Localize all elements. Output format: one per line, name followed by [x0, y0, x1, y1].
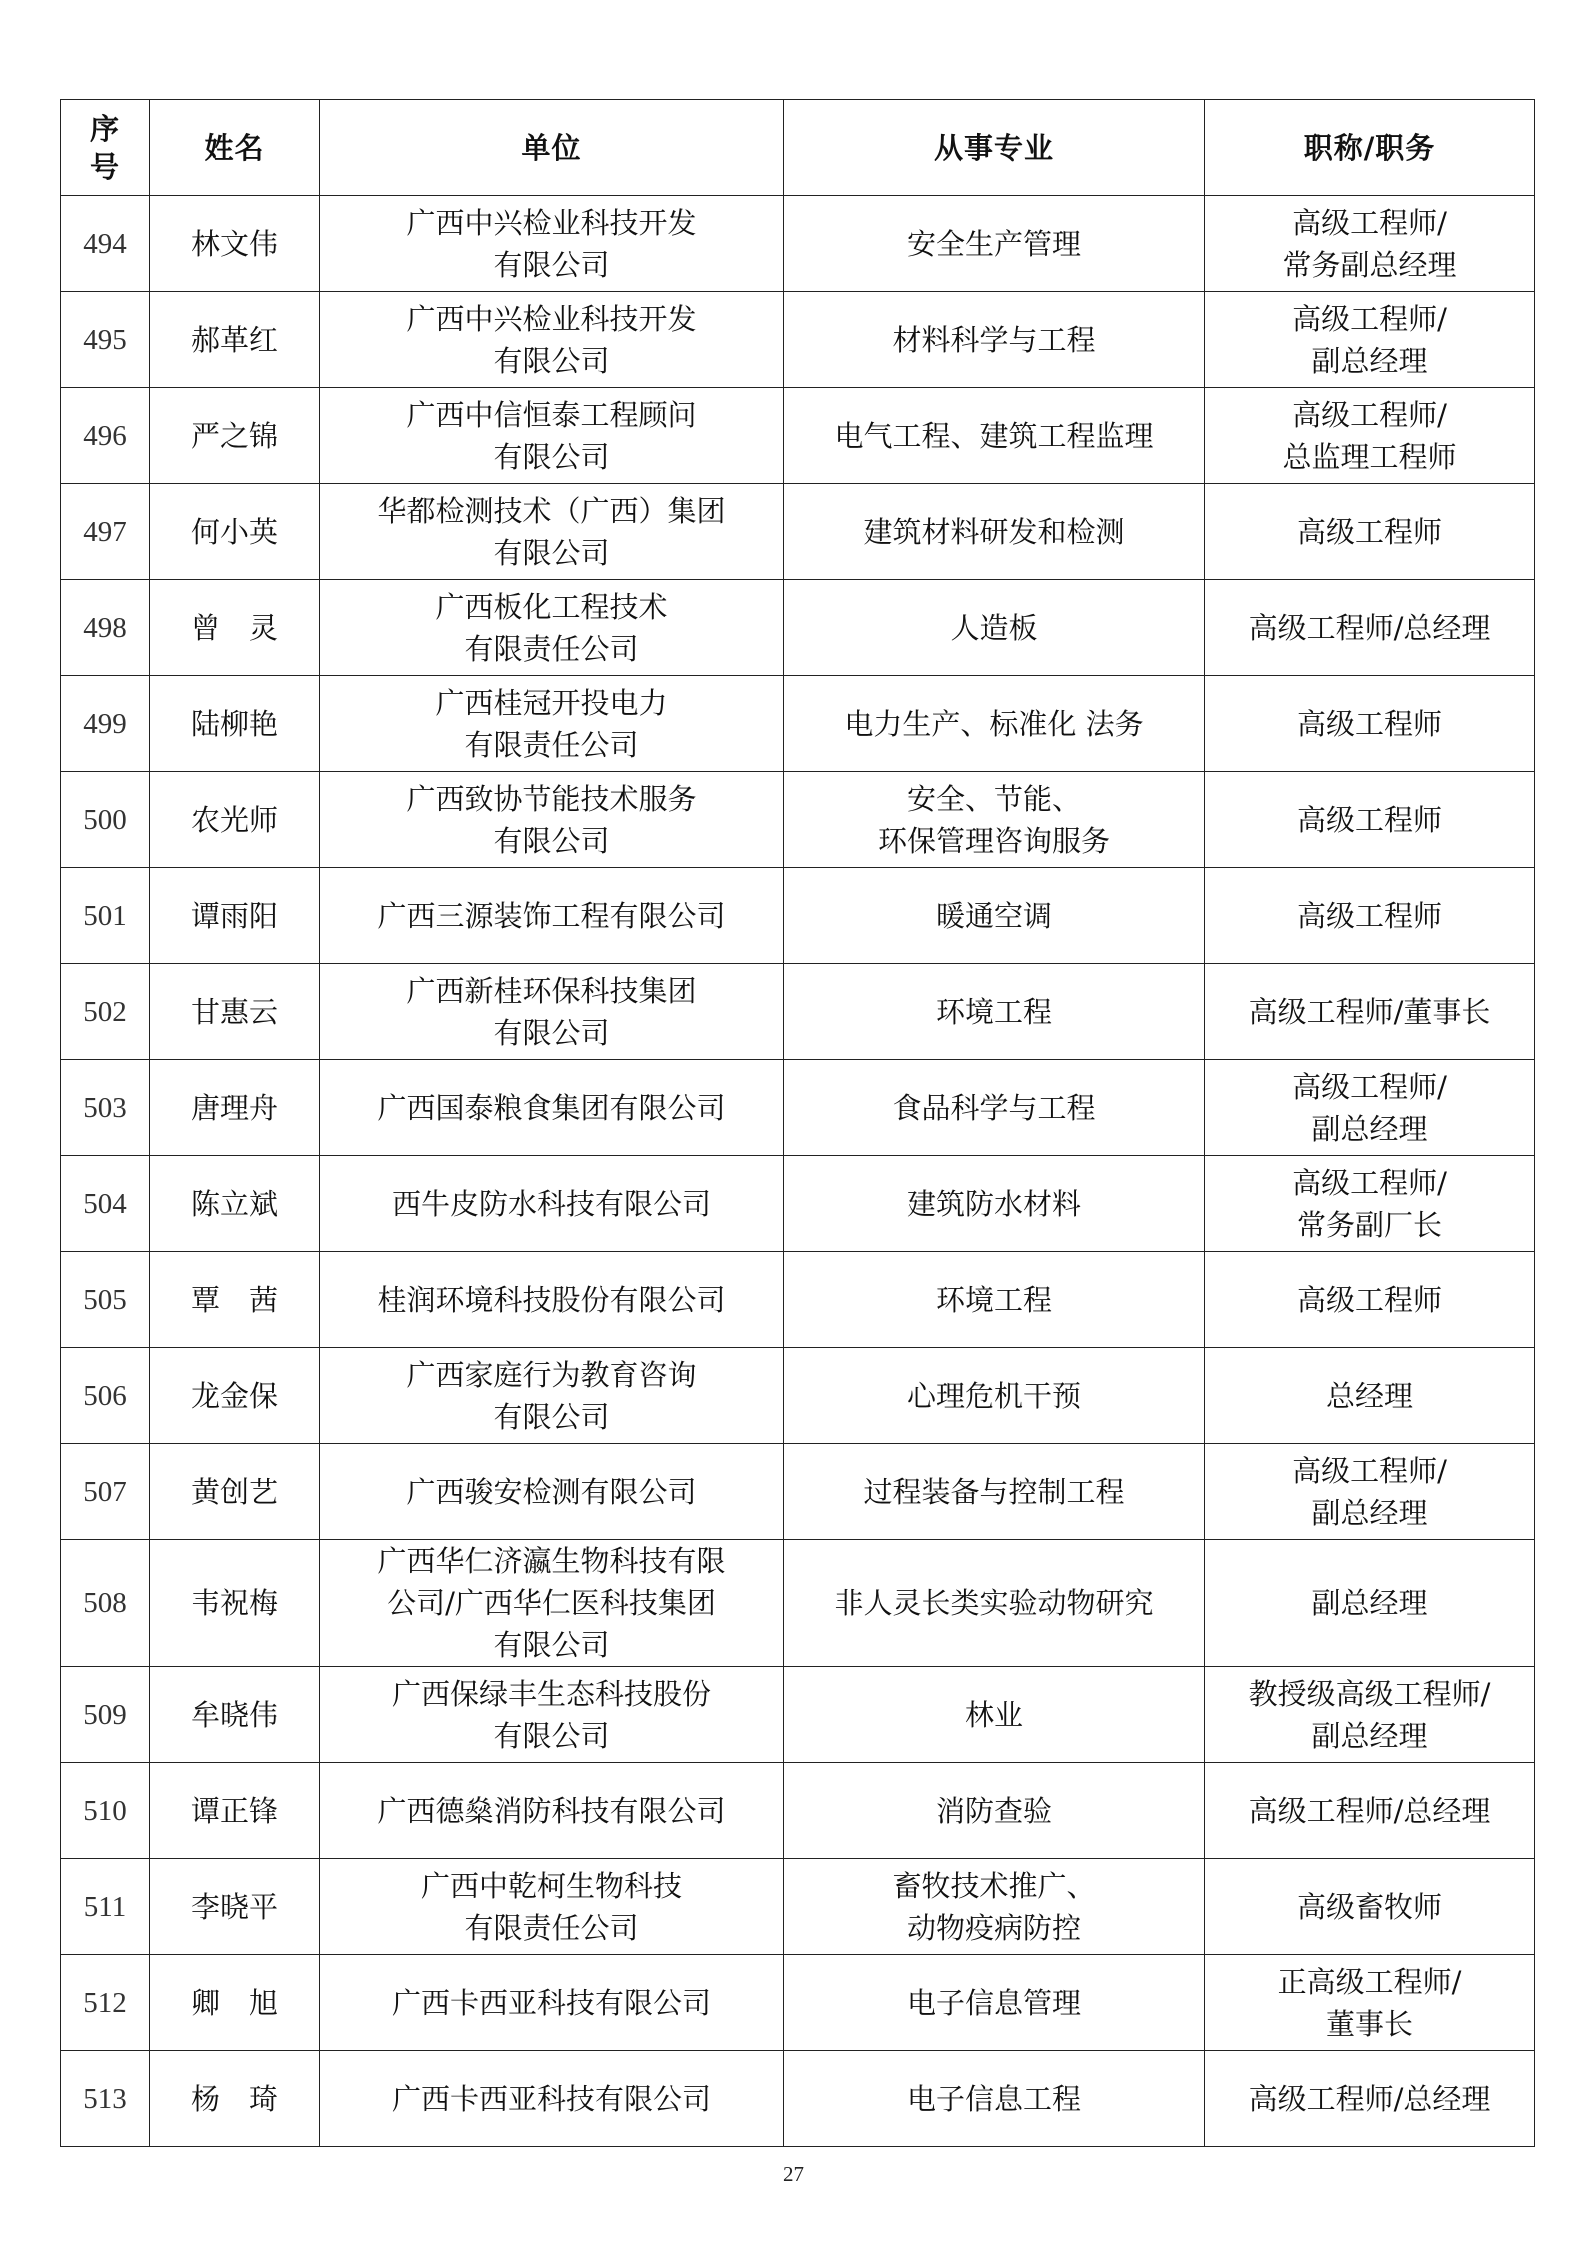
cell-specialty: 电子信息工程 — [784, 2051, 1205, 2147]
cell-title-position: 高级工程师 — [1205, 868, 1535, 964]
cell-title-position: 高级工程师/ 常务副总经理 — [1205, 196, 1535, 292]
cell-specialty: 食品科学与工程 — [784, 1060, 1205, 1156]
cell-title-position: 副总经理 — [1205, 1540, 1535, 1667]
cell-name: 牟晓伟 — [150, 1667, 320, 1763]
cell-serial-number: 511 — [61, 1859, 150, 1955]
cell-unit: 广西新桂环保科技集团 有限公司 — [320, 964, 784, 1060]
cell-unit: 广西家庭行为教育咨询 有限公司 — [320, 1348, 784, 1444]
cell-unit: 广西桂冠开投电力 有限责任公司 — [320, 676, 784, 772]
table-row — [61, 484, 1535, 580]
cell-unit: 广西德燊消防科技有限公司 — [320, 1763, 784, 1859]
cell-name: 龙金保 — [150, 1348, 320, 1444]
table-row — [61, 1444, 1535, 1540]
header-unit: 单位 — [320, 100, 784, 196]
table-row — [61, 772, 1535, 868]
cell-serial-number: 496 — [61, 388, 150, 484]
page-number: 27 — [783, 2162, 804, 2186]
cell-specialty: 心理危机干预 — [784, 1348, 1205, 1444]
cell-unit: 广西致协节能技术服务 有限公司 — [320, 772, 784, 868]
cell-serial-number: 512 — [61, 1955, 150, 2051]
cell-serial-number: 513 — [61, 2051, 150, 2147]
cell-serial-number: 505 — [61, 1252, 150, 1348]
cell-unit: 广西华仁济瀛生物科技有限 公司/广西华仁医科技集团 有限公司 — [320, 1540, 784, 1667]
cell-specialty: 安全、节能、 环保管理咨询服务 — [784, 772, 1205, 868]
cell-name: 李晓平 — [150, 1859, 320, 1955]
cell-title-position: 高级工程师 — [1205, 484, 1535, 580]
cell-unit: 华都检测技术（广西）集团 有限公司 — [320, 484, 784, 580]
table-row — [61, 868, 1535, 964]
cell-unit: 广西中兴检业科技开发 有限公司 — [320, 292, 784, 388]
roster-table — [60, 99, 1535, 2147]
cell-serial-number: 494 — [61, 196, 150, 292]
cell-title-position: 高级工程师/ 总监理工程师 — [1205, 388, 1535, 484]
cell-name: 林文伟 — [150, 196, 320, 292]
header-serial-number: 序 号 — [61, 100, 150, 196]
table-row — [61, 676, 1535, 772]
table-row — [61, 2051, 1535, 2147]
cell-unit: 广西保绿丰生态科技股份 有限公司 — [320, 1667, 784, 1763]
cell-specialty: 人造板 — [784, 580, 1205, 676]
cell-unit: 广西卡西亚科技有限公司 — [320, 2051, 784, 2147]
table-row — [61, 580, 1535, 676]
cell-serial-number: 495 — [61, 292, 150, 388]
cell-specialty: 消防查验 — [784, 1763, 1205, 1859]
cell-serial-number: 508 — [61, 1540, 150, 1667]
cell-unit: 广西国泰粮食集团有限公司 — [320, 1060, 784, 1156]
table-header — [61, 100, 1535, 196]
cell-specialty: 电子信息管理 — [784, 1955, 1205, 2051]
cell-serial-number: 504 — [61, 1156, 150, 1252]
cell-name: 曾 灵 — [150, 580, 320, 676]
cell-serial-number: 502 — [61, 964, 150, 1060]
cell-name: 农光师 — [150, 772, 320, 868]
cell-unit: 广西板化工程技术 有限责任公司 — [320, 580, 784, 676]
header-specialty: 从事专业 — [784, 100, 1205, 196]
cell-serial-number: 498 — [61, 580, 150, 676]
cell-name: 陆柳艳 — [150, 676, 320, 772]
table-row — [61, 1348, 1535, 1444]
table-row — [61, 1859, 1535, 1955]
table-row — [61, 1763, 1535, 1859]
cell-name: 唐理舟 — [150, 1060, 320, 1156]
cell-serial-number: 501 — [61, 868, 150, 964]
table-body — [61, 196, 1535, 2147]
cell-title-position: 高级工程师/总经理 — [1205, 1763, 1535, 1859]
cell-title-position: 高级工程师/ 常务副厂长 — [1205, 1156, 1535, 1252]
cell-name: 谭正锋 — [150, 1763, 320, 1859]
cell-serial-number: 506 — [61, 1348, 150, 1444]
cell-title-position: 正高级工程师/ 董事长 — [1205, 1955, 1535, 2051]
cell-specialty: 材料科学与工程 — [784, 292, 1205, 388]
cell-serial-number: 509 — [61, 1667, 150, 1763]
cell-title-position: 高级工程师/总经理 — [1205, 2051, 1535, 2147]
cell-name: 何小英 — [150, 484, 320, 580]
cell-specialty: 暖通空调 — [784, 868, 1205, 964]
table-row — [61, 1540, 1535, 1667]
table-row — [61, 1955, 1535, 2051]
cell-serial-number: 507 — [61, 1444, 150, 1540]
cell-name: 杨 琦 — [150, 2051, 320, 2147]
cell-unit: 西牛皮防水科技有限公司 — [320, 1156, 784, 1252]
cell-name: 陈立斌 — [150, 1156, 320, 1252]
cell-title-position: 高级工程师/总经理 — [1205, 580, 1535, 676]
cell-name: 卿 旭 — [150, 1955, 320, 2051]
table-row — [61, 964, 1535, 1060]
header-row — [61, 100, 1535, 196]
cell-unit: 广西三源装饰工程有限公司 — [320, 868, 784, 964]
table-row — [61, 388, 1535, 484]
cell-serial-number: 503 — [61, 1060, 150, 1156]
cell-unit: 广西骏安检测有限公司 — [320, 1444, 784, 1540]
cell-specialty: 非人灵长类实验动物研究 — [784, 1540, 1205, 1667]
cell-specialty: 林业 — [784, 1667, 1205, 1763]
cell-title-position: 高级工程师/董事长 — [1205, 964, 1535, 1060]
cell-specialty: 安全生产管理 — [784, 196, 1205, 292]
cell-specialty: 过程装备与控制工程 — [784, 1444, 1205, 1540]
cell-specialty: 建筑防水材料 — [784, 1156, 1205, 1252]
cell-title-position: 总经理 — [1205, 1348, 1535, 1444]
cell-name: 严之锦 — [150, 388, 320, 484]
cell-specialty: 电气工程、建筑工程监理 — [784, 388, 1205, 484]
table-row — [61, 1060, 1535, 1156]
cell-specialty: 建筑材料研发和检测 — [784, 484, 1205, 580]
cell-serial-number: 510 — [61, 1763, 150, 1859]
table-row — [61, 292, 1535, 388]
cell-unit: 广西中信恒泰工程顾问 有限公司 — [320, 388, 784, 484]
cell-specialty: 环境工程 — [784, 964, 1205, 1060]
cell-serial-number: 499 — [61, 676, 150, 772]
cell-name: 覃 茜 — [150, 1252, 320, 1348]
cell-serial-number: 500 — [61, 772, 150, 868]
cell-unit: 桂润环境科技股份有限公司 — [320, 1252, 784, 1348]
header-name: 姓名 — [150, 100, 320, 196]
cell-unit: 广西中乾柯生物科技 有限责任公司 — [320, 1859, 784, 1955]
cell-title-position: 高级工程师 — [1205, 772, 1535, 868]
table-row — [61, 196, 1535, 292]
cell-title-position: 高级畜牧师 — [1205, 1859, 1535, 1955]
cell-unit: 广西中兴检业科技开发 有限公司 — [320, 196, 784, 292]
cell-unit: 广西卡西亚科技有限公司 — [320, 1955, 784, 2051]
cell-title-position: 高级工程师 — [1205, 1252, 1535, 1348]
cell-title-position: 高级工程师/ 副总经理 — [1205, 1444, 1535, 1540]
cell-title-position: 高级工程师/ 副总经理 — [1205, 292, 1535, 388]
table-row — [61, 1667, 1535, 1763]
cell-specialty: 畜牧技术推广、 动物疫病防控 — [784, 1859, 1205, 1955]
cell-serial-number: 497 — [61, 484, 150, 580]
cell-name: 黄创艺 — [150, 1444, 320, 1540]
cell-specialty: 环境工程 — [784, 1252, 1205, 1348]
cell-name: 韦祝梅 — [150, 1540, 320, 1667]
cell-title-position: 教授级高级工程师/ 副总经理 — [1205, 1667, 1535, 1763]
table-row — [61, 1252, 1535, 1348]
table-row — [61, 1156, 1535, 1252]
cell-name: 甘惠云 — [150, 964, 320, 1060]
cell-specialty: 电力生产、标准化 法务 — [784, 676, 1205, 772]
cell-name: 郝革红 — [150, 292, 320, 388]
cell-title-position: 高级工程师 — [1205, 676, 1535, 772]
header-title-position: 职称/职务 — [1205, 100, 1535, 196]
cell-title-position: 高级工程师/ 副总经理 — [1205, 1060, 1535, 1156]
cell-name: 谭雨阳 — [150, 868, 320, 964]
